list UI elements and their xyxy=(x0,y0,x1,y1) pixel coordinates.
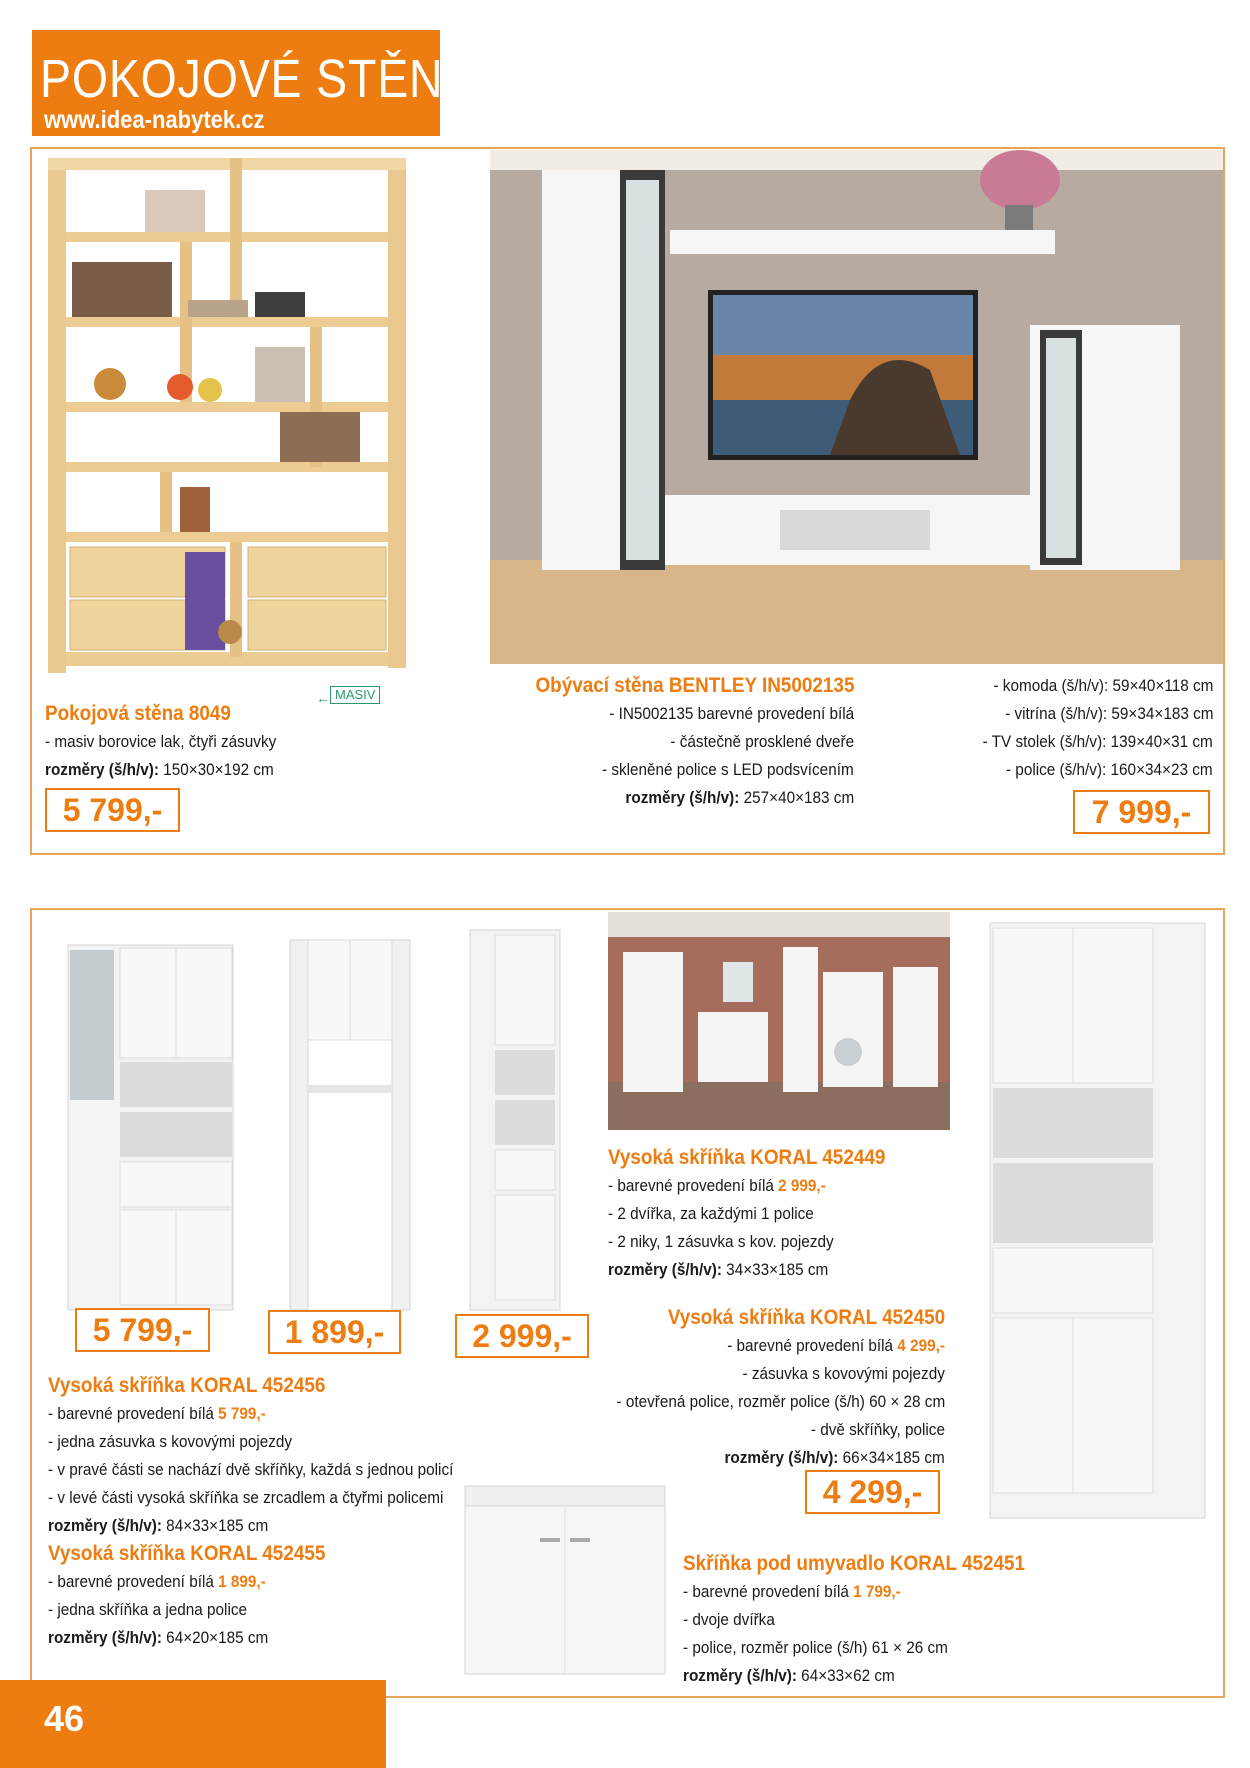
price-bentley: 7 999,- xyxy=(1073,790,1210,834)
shelf-8049-image xyxy=(40,152,420,682)
inline-price: 2 999,- xyxy=(778,1176,826,1195)
bathroom-scene-image xyxy=(608,912,950,1130)
452456-line-2: - jedna zásuvka s kovovými pojezdy xyxy=(48,1432,293,1451)
price-452455: 1 899,- xyxy=(268,1310,401,1354)
page-title: POKOJOVÉ STĚNY xyxy=(40,49,476,109)
dims-value: 66×34×185 cm xyxy=(838,1448,945,1467)
price-452449: 2 999,- xyxy=(455,1314,589,1358)
452449-line-2: - 2 dvířka, za každými 1 police xyxy=(608,1204,814,1223)
line-text: - barevné provedení bílá xyxy=(608,1176,779,1195)
bentley-wall-image xyxy=(490,150,1223,664)
452449-dims xyxy=(608,1256,828,1284)
product-desc-8049: - masiv borovice lak, čtyři zásuvky xyxy=(45,732,277,751)
452451-dims xyxy=(683,1662,895,1690)
koral-452451-image xyxy=(460,1478,670,1678)
bentley-line-1: - IN5002135 barevné provedení bílá xyxy=(609,704,854,723)
dims-label: rozměry (š/h/v): xyxy=(45,760,159,779)
product-title-bentley: Obývací stěna BENTLEY IN5002135 xyxy=(534,674,854,697)
bentley-line-2: - částečně prosklené dveře xyxy=(670,732,854,751)
line-text: - barevné provedení bílá xyxy=(683,1582,854,1601)
452455-line-1 xyxy=(48,1568,266,1596)
452456-dims xyxy=(48,1512,268,1540)
inline-price: 1 799,- xyxy=(853,1582,901,1601)
452456-line-4: - v levé části vysoká skříňka se zrcadlem a čtyřmi policemi xyxy=(48,1488,444,1507)
dims-label: rozměry (š/h/v): xyxy=(48,1516,162,1535)
line-text: - barevné provedení bílá xyxy=(48,1404,219,1423)
dims-value: 257×40×183 cm xyxy=(739,788,854,807)
bentley-spec-3: - TV stolek (š/h/v): 139×40×31 cm xyxy=(982,732,1213,751)
bentley-spec-2: - vitrína (š/h/v): 59×34×183 cm xyxy=(1004,704,1213,723)
452449-line-1 xyxy=(608,1172,826,1200)
dims-value: 84×33×185 cm xyxy=(161,1516,269,1535)
price-452450: 4 299,- xyxy=(805,1470,940,1514)
inline-price: 1 899,- xyxy=(218,1572,266,1591)
452456-line-3: - v pravé části se nachází dvě skříňky, každá s jednou policí xyxy=(48,1460,454,1479)
452451-line-3: - police, rozměr police (š/h) 61 × 26 cm xyxy=(683,1638,948,1657)
dims-label: rozměry (š/h/v): xyxy=(608,1260,722,1279)
koral-452456-image xyxy=(60,940,240,1315)
bentley-dims xyxy=(625,784,854,812)
product-title-452455: Vysoká skříňka KORAL 452455 xyxy=(48,1542,326,1565)
line-text: - barevné provedení bílá xyxy=(48,1572,219,1591)
product-title-452451: Skříňka pod umyvadlo KORAL 452451 xyxy=(683,1552,1026,1575)
product-title-8049: Pokojová stěna 8049 xyxy=(45,702,231,725)
product-title-452450: Vysoká skříňka KORAL 452450 xyxy=(667,1306,945,1329)
website-link[interactable]: www.idea-nabytek.cz xyxy=(44,106,265,134)
product-title-452449: Vysoká skříňka KORAL 452449 xyxy=(608,1146,886,1169)
bentley-spec-1: - komoda (š/h/v): 59×40×118 cm xyxy=(993,676,1213,695)
452455-dims xyxy=(48,1624,268,1652)
452450-dims xyxy=(725,1444,945,1472)
dims-label: rozměry (š/h/v): xyxy=(625,788,740,807)
bentley-line-3: - skleněné police s LED podsvícením xyxy=(602,760,854,779)
price-452456: 5 799,- xyxy=(75,1308,210,1352)
452451-line-2: - dvoje dvířka xyxy=(683,1610,775,1629)
koral-452449-image xyxy=(465,925,565,1315)
line-text: - barevné provedení bílá xyxy=(727,1336,898,1355)
dims-label: rozměry (š/h/v): xyxy=(48,1628,162,1647)
product-dims-8049 xyxy=(45,756,274,784)
page-number: 46 xyxy=(44,1698,85,1739)
dims-value: 34×33×185 cm xyxy=(721,1260,829,1279)
dims-value: 64×20×185 cm xyxy=(161,1628,269,1647)
inline-price: 5 799,- xyxy=(218,1404,266,1423)
452456-line-1 xyxy=(48,1400,266,1428)
product-title-452456: Vysoká skříňka KORAL 452456 xyxy=(48,1374,326,1397)
dims-value: 64×33×62 cm xyxy=(796,1666,895,1685)
452450-line-1 xyxy=(727,1332,945,1360)
koral-452455-image xyxy=(285,935,415,1315)
452450-line-3: - otevřená police, rozměr police (š/h) 60 × 28 cm xyxy=(616,1392,945,1411)
452450-line-4: - dvě skříňky, police xyxy=(810,1420,945,1439)
koral-452450-image xyxy=(985,918,1210,1523)
452449-line-3: - 2 niky, 1 zásuvka s kov. pojezdy xyxy=(608,1232,834,1251)
masiv-badge: MASIV xyxy=(330,686,380,704)
452455-line-2: - jedna skříňka a jedna police xyxy=(48,1600,248,1619)
dims-label: rozměry (š/h/v): xyxy=(724,1448,839,1467)
452451-line-1 xyxy=(683,1578,901,1606)
price-8049: 5 799,- xyxy=(45,788,180,832)
arrow-left-icon: ← xyxy=(316,690,330,706)
bentley-spec-4: - police (š/h/v): 160×34×23 cm xyxy=(1006,760,1213,779)
dims-value: 150×30×192 cm xyxy=(158,760,274,779)
452450-line-2: - zásuvka s kovovými pojezdy xyxy=(742,1364,945,1383)
inline-price: 4 299,- xyxy=(897,1336,945,1355)
dims-label: rozměry (š/h/v): xyxy=(683,1666,797,1685)
